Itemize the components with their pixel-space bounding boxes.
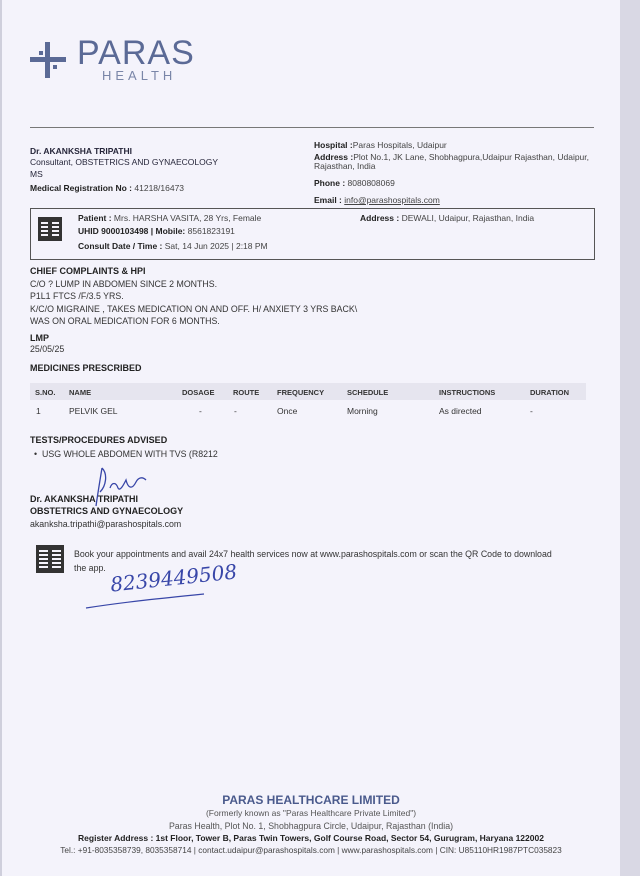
app-qr-code-icon[interactable] xyxy=(36,545,64,573)
complaint-line: C/O ? LUMP IN ABDOMEN SINCE 2 MONTHS. xyxy=(30,279,218,289)
promo-line2: the app. xyxy=(74,563,106,573)
doctor-title: Consultant, OBSTETRICS AND GYNAECOLOGY xyxy=(30,157,219,167)
hospital-address-line1: Plot No.1, JK Lane, Shobhagpura,Udaipur Rajasthan, Udaipur, xyxy=(353,152,590,162)
complaint-line: P1L1 FTCS /F/3.5 YRS. xyxy=(30,291,124,301)
uhid-text: UHID 9000103498 | Mobile: xyxy=(78,226,186,236)
cell-route: - xyxy=(234,406,237,416)
patient-label: Patient : xyxy=(78,213,112,223)
hospital-address-label: Address : xyxy=(314,152,354,162)
signature-dept: OBSTETRICS AND GYNAECOLOGY xyxy=(30,506,184,516)
hospital-label: Hospital : xyxy=(314,140,353,150)
promo-line1: Book your appointments and avail 24x7 health services now at www.parashospitals.com or scan the QR Code to download xyxy=(74,549,552,559)
lmp-value: 25/05/25 xyxy=(30,344,65,354)
page-edge xyxy=(620,0,640,876)
doctor-degree: MS xyxy=(30,169,43,179)
phone-label: Phone : xyxy=(314,178,346,188)
cell-name: PELVIK GEL xyxy=(69,406,118,416)
header-divider xyxy=(30,127,594,128)
consult-label: Consult Date / Time : xyxy=(78,241,163,251)
test-item: USG WHOLE ABDOMEN WITH TVS (R8212 xyxy=(41,449,218,459)
cell-schedule: Morning xyxy=(347,406,378,416)
patient-address-value: DEWALI, Udaipur, Rajasthan, India xyxy=(401,213,535,223)
complaint-line: K/C/O MIGRAINE , TAKES MEDICATION ON AND OFF. H/ ANXIETY 3 YRS BACK\ xyxy=(30,304,358,314)
footer-contact: Tel.: +91-8035358739, 8035358714 | contact.udaipur@parashospitals.com | www.parashospitals.com | CIN: U85110HR1987PTC035823 xyxy=(60,845,562,855)
paras-plus-logo-icon xyxy=(26,38,70,82)
col-name: NAME xyxy=(69,388,92,397)
brand-sub: HEALTH xyxy=(102,68,177,83)
doctor-name: Dr. AKANKSHA TRIPATHI xyxy=(30,146,132,156)
col-route: ROUTE xyxy=(233,388,260,397)
email-link[interactable]: info@parashospitals.com xyxy=(344,195,440,205)
cell-frequency: Once xyxy=(277,406,298,416)
phone-value: 8080808069 xyxy=(347,178,395,188)
footer-company: PARAS HEALTHCARE LIMITED xyxy=(222,793,400,807)
col-frequency: FREQUENCY xyxy=(277,388,325,397)
tests-heading: TESTS/PROCEDURES ADVISED xyxy=(30,435,168,445)
prescription-sheet xyxy=(2,0,620,876)
consult-value: Sat, 14 Jun 2025 | 2:18 PM xyxy=(164,241,268,251)
col-dosage: DOSAGE xyxy=(182,388,215,397)
medicines-heading: MEDICINES PRESCRIBED xyxy=(30,363,142,373)
reg-value: 41218/16473 xyxy=(134,183,185,193)
patient-address-label: Address : xyxy=(360,213,400,223)
complaints-heading: CHIEF COMPLAINTS & HPI xyxy=(30,266,146,276)
col-instructions: INSTRUCTIONS xyxy=(439,388,496,397)
handwritten-number: 8239449508 xyxy=(109,559,239,597)
patient-qr-code-icon xyxy=(38,217,62,241)
email-label: Email : xyxy=(314,195,342,205)
cell-dosage: - xyxy=(199,406,202,416)
col-sno: S.NO. xyxy=(35,388,56,397)
complaint-line: WAS ON ORAL MEDICATION FOR 6 MONTHS. xyxy=(30,316,220,326)
footer-address: Paras Health, Plot No. 1, Shobhagpura Circle, Udaipur, Rajasthan (India) xyxy=(168,821,454,831)
pen-stroke-icon xyxy=(84,590,208,612)
hospital-address-line2: Rajasthan, India xyxy=(314,161,376,171)
reg-label: Medical Registration No : xyxy=(30,183,133,193)
bullet-icon: • xyxy=(34,449,42,459)
mobile-value: 8561823191 xyxy=(187,226,235,236)
footer-reg-address: Register Address : 1st Floor, Tower B, Paras Twin Towers, Golf Course Road, Sector 54, Gurugram, Haryana 122002 xyxy=(78,833,544,843)
lmp-label: LMP xyxy=(30,333,49,343)
cell-sno: 1 xyxy=(36,406,41,416)
signature-scribble-icon xyxy=(88,462,158,512)
brand-name: PARAS xyxy=(77,34,195,72)
hospital-value: Paras Hospitals, Udaipur xyxy=(352,140,447,150)
signature-name: Dr. AKANKSHA TRIPATHI xyxy=(30,494,138,504)
cell-duration: - xyxy=(530,406,533,416)
col-schedule: SCHEDULE xyxy=(347,388,389,397)
cell-instructions: As directed xyxy=(439,406,482,416)
signature-email: akanksha.tripathi@parashospitals.com xyxy=(30,519,182,529)
footer-formerly: (Formerly known as "Paras Healthcare Private Limited") xyxy=(205,808,417,818)
col-duration: DURATION xyxy=(530,388,570,397)
patient-value: Mrs. HARSHA VASITA, 28 Yrs, Female xyxy=(113,213,262,223)
